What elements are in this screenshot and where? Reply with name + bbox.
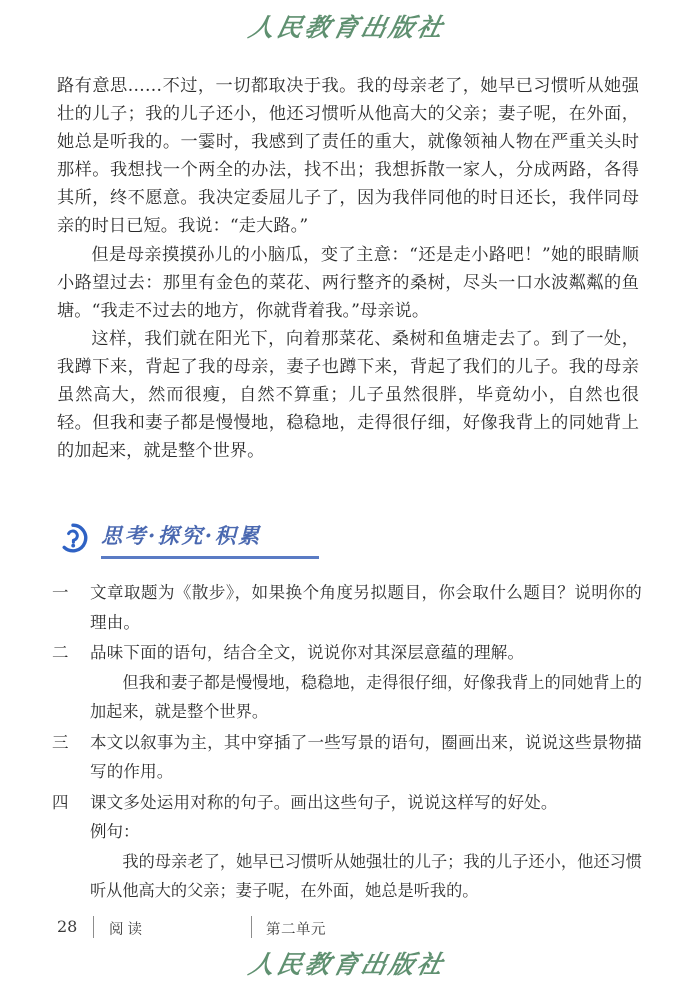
passage-paragraph: 但是母亲摸摸孙儿的小脑瓜，变了主意：“还是走小路吧！”她的眼睛顺小路望过去：那里有金色的菜花、两行整齐的桑树，尽头一口水波粼粼的鱼塘。“我走不过去的地方，你就背着我。”母亲说。 — [57, 244, 639, 321]
passage-paragraph: 路有意思……不过，一切都取决于我。我的母亲老了，她早已习惯听从她强壮的儿子；我的儿子还小，他还习惯听从他高大的父亲；妻子呢，在外面，她总是听我的。一霎时，我感到了责任的重大，就像领袖人物在严重关头时那样。我想找一个两全的办法，找不出；我想拆散一家人，分成两路，各得其所，终不愿意。我决定委屈儿子了，因为我伴同他的时日还长，我伴同母亲的时日已短。我说：“走大路。” — [57, 76, 639, 237]
exercise-text: 本文以叙事为主，其中穿插了一些写景的语句，圈画出来，说说这些景物描写的作用。 — [90, 732, 642, 781]
page-footer — [57, 916, 639, 942]
exercise-number: 二 — [52, 643, 69, 662]
publisher-watermark-top: 人民教育出版社 — [246, 13, 449, 42]
exercise-content — [90, 788, 642, 906]
exercise-item — [50, 728, 642, 787]
question-mark-circle-icon — [57, 522, 89, 554]
exercise-item — [50, 578, 642, 637]
exercise-list — [50, 578, 642, 907]
exercise-number: 四 — [52, 792, 69, 812]
footer-section-label: 阅读 — [109, 922, 146, 938]
exercise-content — [90, 578, 642, 637]
exercise-content — [90, 728, 642, 787]
passage-body — [57, 72, 639, 465]
exercise-text: 课文多处运用对称的句子。画出这些句子，说说这样写的好处。 — [90, 792, 558, 812]
exercise-number: 一 — [52, 583, 69, 602]
page-number: 28 — [57, 917, 78, 936]
footer-divider — [93, 916, 94, 938]
exercise-number: 三 — [52, 732, 69, 752]
exercise-text: 文章取题为《散步》，如果换个角度另拟题目，你会取什么题目？说明你的理由。 — [90, 583, 642, 632]
exercise-example-label: 例句： — [90, 822, 140, 841]
exercise-text: 品味下面的语句，结合全文，说说你对其深层意蕴的理解。 — [90, 643, 525, 662]
exercise-item — [50, 788, 642, 906]
exercise-item — [50, 638, 642, 727]
exercise-section-header — [57, 518, 639, 566]
exercise-quote: 但我和妻子都是慢慢地，稳稳地，走得很仔细，好像我背上的同她背上的加起来，就是整个世界。 — [90, 672, 642, 721]
exercise-content — [90, 638, 642, 727]
footer-unit-label: 第二单元 — [266, 922, 326, 938]
exercise-section-title: 思考·探究·积累 — [101, 523, 262, 548]
passage-paragraph: 这样，我们就在阳光下，向着那菜花、桑树和鱼塘走去了。到了一处，我蹲下来，背起了我的母亲，妻子也蹲下来，背起了我们的儿子。我的母亲虽然高大，然而很瘦，自然不算重；儿子虽然很胖，毕竟幼小，自然也很轻。但我和妻子都是慢慢地，稳稳地，走得很仔细，好像我背上的同她背上的加起来，就是整个世界。 — [57, 328, 639, 462]
exercise-section-underline — [101, 556, 319, 559]
exercise-quote: 我的母亲老了，她早已习惯听从她强壮的儿子；我的儿子还小，他还习惯听从他高大的父亲；妻子呢，在外面，她总是听我的。 — [90, 851, 642, 900]
publisher-watermark-bottom: 人民教育出版社 — [246, 950, 449, 979]
footer-divider — [251, 916, 252, 938]
